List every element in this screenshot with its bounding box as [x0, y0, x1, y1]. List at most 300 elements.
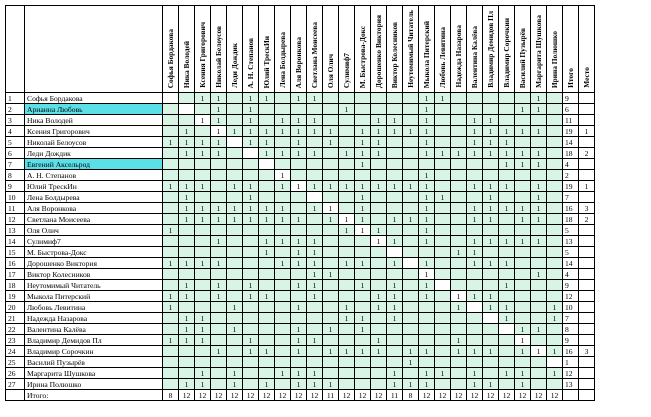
- vote-cell: 1: [355, 346, 371, 357]
- vote-cell: 1: [483, 126, 499, 137]
- vote-cell: 1: [419, 104, 435, 115]
- vote-cell: 1: [371, 225, 387, 236]
- vote-cell: [435, 269, 451, 280]
- vote-cell: 1: [259, 346, 275, 357]
- vote-cell: [339, 291, 355, 302]
- vote-cell: [243, 170, 259, 181]
- vote-cell: 1: [515, 346, 531, 357]
- vote-cell: 1: [195, 379, 211, 390]
- vote-cell: 1: [211, 258, 227, 269]
- vote-cell: [355, 357, 371, 368]
- vote-cell: [403, 225, 419, 236]
- row-participant-name: Леди Дождик: [25, 148, 163, 159]
- vote-cell: [435, 137, 451, 148]
- vote-cell: [483, 159, 499, 170]
- vote-cell: [307, 225, 323, 236]
- voting-table-container: [5, 5, 595, 401]
- vote-cell: 1: [163, 225, 179, 236]
- vote-cell: [259, 302, 275, 313]
- vote-cell: [451, 115, 467, 126]
- vote-cell: 1: [291, 93, 307, 104]
- vote-cell: [547, 214, 563, 225]
- vote-cell: [355, 335, 371, 346]
- vote-cell: [227, 280, 243, 291]
- vote-cell: 1: [323, 214, 339, 225]
- vote-cell: [387, 148, 403, 159]
- totals-row-number-blank: [6, 390, 25, 401]
- vote-cell: 1: [323, 324, 339, 335]
- column-total: 12: [307, 390, 323, 401]
- vote-cell: 1: [211, 236, 227, 247]
- vote-cell: [163, 104, 179, 115]
- vote-cell: [163, 159, 179, 170]
- column-header-label: Дорошенко Виктория: [374, 14, 383, 88]
- vote-cell: 1: [483, 203, 499, 214]
- vote-cell: [227, 313, 243, 324]
- row-place: [579, 357, 595, 368]
- vote-cell: [451, 126, 467, 137]
- table-row: [6, 93, 595, 104]
- vote-cell: 1: [531, 236, 547, 247]
- column-header: [451, 6, 467, 93]
- vote-cell: [531, 357, 547, 368]
- table-row: [6, 280, 595, 291]
- vote-cell: 1: [467, 346, 483, 357]
- column-header-label: Сулимиф7: [342, 52, 351, 88]
- vote-cell: 1: [227, 214, 243, 225]
- row-total: 10: [563, 302, 579, 313]
- vote-cell: 1: [243, 280, 259, 291]
- row-place: [579, 225, 595, 236]
- vote-cell: 1: [499, 137, 515, 148]
- vote-cell: 1: [339, 214, 355, 225]
- vote-cell: [179, 93, 195, 104]
- vote-cell: [547, 192, 563, 203]
- vote-cell: [211, 357, 227, 368]
- vote-cell: [259, 269, 275, 280]
- row-number: 6: [6, 148, 25, 159]
- column-total: 12: [547, 390, 563, 401]
- vote-cell: [227, 291, 243, 302]
- vote-cell: [339, 170, 355, 181]
- vote-cell: 1: [419, 214, 435, 225]
- column-total: 12: [227, 390, 243, 401]
- vote-cell: [371, 379, 387, 390]
- column-header: [227, 6, 243, 93]
- column-total: 12: [451, 390, 467, 401]
- vote-cell: [259, 225, 275, 236]
- vote-cell: [179, 302, 195, 313]
- vote-cell: [227, 148, 243, 159]
- vote-cell: [275, 159, 291, 170]
- vote-cell: [547, 170, 563, 181]
- column-header-label: Ксения Григорович: [198, 22, 207, 88]
- vote-cell: 1: [307, 115, 323, 126]
- column-total: 8: [163, 390, 179, 401]
- vote-cell: 1: [355, 148, 371, 159]
- vote-cell: [163, 126, 179, 137]
- vote-cell: [339, 115, 355, 126]
- vote-cell: 1: [211, 104, 227, 115]
- vote-cell: 1: [307, 368, 323, 379]
- vote-cell: 1: [467, 291, 483, 302]
- vote-cell: [547, 280, 563, 291]
- vote-cell: [483, 247, 499, 258]
- row-participant-name: Дорошенко Виктория: [25, 258, 163, 269]
- row-place: [579, 93, 595, 104]
- vote-cell: [515, 280, 531, 291]
- vote-cell: [355, 93, 371, 104]
- vote-cell: [339, 93, 355, 104]
- vote-cell: [163, 203, 179, 214]
- row-participant-name: Евгений Аксельрод: [25, 159, 163, 170]
- vote-cell: [163, 368, 179, 379]
- table-row: [6, 181, 595, 192]
- vote-cell: 1: [387, 313, 403, 324]
- vote-cell: [195, 192, 211, 203]
- vote-cell: [403, 324, 419, 335]
- vote-cell: [211, 170, 227, 181]
- vote-cell: 1: [227, 368, 243, 379]
- vote-cell: [163, 148, 179, 159]
- vote-cell: [291, 291, 307, 302]
- vote-cell: 1: [483, 214, 499, 225]
- vote-cell: [243, 258, 259, 269]
- vote-cell: [323, 104, 339, 115]
- row-place: [579, 302, 595, 313]
- vote-cell: [243, 148, 259, 159]
- vote-cell: [163, 93, 179, 104]
- vote-cell: [451, 269, 467, 280]
- vote-cell: 1: [403, 379, 419, 390]
- vote-cell: [467, 170, 483, 181]
- row-participant-name: Лена Болдырева: [25, 192, 163, 203]
- vote-cell: 1: [291, 126, 307, 137]
- vote-cell: 1: [179, 181, 195, 192]
- row-place: [579, 335, 595, 346]
- vote-cell: [547, 104, 563, 115]
- row-number: 24: [6, 346, 25, 357]
- row-place: [579, 247, 595, 258]
- vote-cell: [531, 291, 547, 302]
- row-place: [579, 137, 595, 148]
- vote-cell: 1: [531, 148, 547, 159]
- vote-cell: [195, 126, 211, 137]
- vote-cell: [451, 214, 467, 225]
- vote-cell: 1: [179, 280, 195, 291]
- vote-cell: 1: [483, 236, 499, 247]
- vote-cell: [243, 368, 259, 379]
- vote-cell: 1: [515, 214, 531, 225]
- vote-cell: [259, 313, 275, 324]
- vote-cell: [275, 104, 291, 115]
- vote-cell: [435, 258, 451, 269]
- vote-cell: [195, 302, 211, 313]
- column-header-label: Надежда Назарова: [454, 25, 463, 88]
- vote-cell: [195, 346, 211, 357]
- vote-cell: [243, 357, 259, 368]
- row-number: 2: [6, 104, 25, 115]
- vote-cell: [259, 280, 275, 291]
- vote-cell: [531, 280, 547, 291]
- vote-cell: [467, 269, 483, 280]
- vote-cell: 1: [515, 335, 531, 346]
- vote-cell: 1: [291, 214, 307, 225]
- table-row: [6, 192, 595, 203]
- vote-cell: 1: [387, 126, 403, 137]
- row-number: 4: [6, 126, 25, 137]
- vote-cell: [419, 159, 435, 170]
- vote-cell: 1: [227, 126, 243, 137]
- table-row: [6, 313, 595, 324]
- vote-cell: 1: [243, 126, 259, 137]
- vote-cell: [275, 379, 291, 390]
- vote-cell: [355, 104, 371, 115]
- vote-cell: 1: [355, 324, 371, 335]
- vote-cell: 1: [483, 115, 499, 126]
- row-total: 5: [563, 225, 579, 236]
- vote-cell: [339, 379, 355, 390]
- vote-cell: [339, 357, 355, 368]
- column-header: [195, 6, 211, 93]
- vote-cell: [467, 93, 483, 104]
- vote-cell: 1: [211, 148, 227, 159]
- vote-cell: [371, 313, 387, 324]
- vote-cell: 1: [323, 137, 339, 148]
- vote-cell: 1: [419, 137, 435, 148]
- column-header-label: Владимир Демидов Пл: [486, 11, 495, 88]
- vote-cell: [499, 170, 515, 181]
- column-header: [259, 6, 275, 93]
- vote-cell: [179, 269, 195, 280]
- row-number: 7: [6, 159, 25, 170]
- row-number: 22: [6, 324, 25, 335]
- vote-cell: 1: [163, 302, 179, 313]
- vote-cell: 1: [515, 148, 531, 159]
- vote-cell: [451, 181, 467, 192]
- vote-cell: [531, 313, 547, 324]
- vote-cell: [195, 269, 211, 280]
- vote-cell: [163, 269, 179, 280]
- vote-cell: [403, 247, 419, 258]
- vote-cell: [179, 236, 195, 247]
- voting-table: [5, 5, 595, 401]
- vote-cell: 1: [531, 214, 547, 225]
- vote-cell: [435, 104, 451, 115]
- vote-cell: [547, 357, 563, 368]
- vote-cell: [467, 335, 483, 346]
- vote-cell: [179, 247, 195, 258]
- row-number: 10: [6, 192, 25, 203]
- vote-cell: [355, 291, 371, 302]
- vote-cell: 1: [483, 291, 499, 302]
- column-header-label: Василий Пузырёв: [518, 27, 527, 88]
- vote-cell: [483, 93, 499, 104]
- vote-cell: 1: [291, 115, 307, 126]
- vote-cell: [387, 137, 403, 148]
- vote-cell: [499, 346, 515, 357]
- header-name-blank: [25, 6, 163, 93]
- vote-cell: 1: [275, 181, 291, 192]
- table-row: [6, 148, 595, 159]
- vote-cell: 1: [419, 192, 435, 203]
- row-number: 15: [6, 247, 25, 258]
- vote-cell: [435, 247, 451, 258]
- vote-cell: [451, 137, 467, 148]
- vote-cell: [467, 159, 483, 170]
- total-column-header: [563, 6, 579, 93]
- vote-cell: 1: [339, 148, 355, 159]
- vote-cell: 1: [259, 137, 275, 148]
- vote-cell: [515, 192, 531, 203]
- row-total: 18: [563, 214, 579, 225]
- table-row: [6, 126, 595, 137]
- vote-cell: [499, 247, 515, 258]
- column-header-label: Николай Белоусов: [214, 26, 223, 88]
- vote-cell: 1: [531, 324, 547, 335]
- vote-cell: 1: [307, 269, 323, 280]
- column-header: [419, 6, 435, 93]
- vote-cell: 1: [227, 181, 243, 192]
- table-row: [6, 104, 595, 115]
- column-header-label: Любовь Левитина: [438, 27, 447, 88]
- row-place: [579, 313, 595, 324]
- vote-cell: 1: [339, 258, 355, 269]
- vote-cell: [323, 335, 339, 346]
- vote-cell: [387, 269, 403, 280]
- column-header: [291, 6, 307, 93]
- vote-cell: [547, 291, 563, 302]
- row-number: 18: [6, 280, 25, 291]
- vote-cell: [339, 335, 355, 346]
- vote-cell: [371, 214, 387, 225]
- vote-cell: 1: [403, 126, 419, 137]
- vote-cell: [291, 269, 307, 280]
- row-place: [579, 280, 595, 291]
- vote-cell: 1: [451, 335, 467, 346]
- vote-cell: [387, 247, 403, 258]
- column-header: [483, 6, 499, 93]
- vote-cell: 1: [467, 236, 483, 247]
- row-total: 8: [563, 324, 579, 335]
- vote-cell: [339, 247, 355, 258]
- vote-cell: 1: [387, 258, 403, 269]
- vote-cell: [467, 104, 483, 115]
- row-total: 7: [563, 313, 579, 324]
- vote-cell: 1: [499, 313, 515, 324]
- column-header: [163, 6, 179, 93]
- vote-cell: [275, 357, 291, 368]
- vote-cell: [387, 335, 403, 346]
- vote-cell: 1: [419, 258, 435, 269]
- row-total: 14: [563, 137, 579, 148]
- vote-cell: 1: [515, 379, 531, 390]
- row-participant-name: Ирина Полюшко: [25, 379, 163, 390]
- vote-cell: 1: [371, 148, 387, 159]
- vote-cell: 1: [259, 236, 275, 247]
- vote-cell: [499, 269, 515, 280]
- vote-cell: 1: [419, 280, 435, 291]
- vote-cell: 1: [371, 302, 387, 313]
- vote-cell: 1: [531, 346, 547, 357]
- column-header-label: М. Быстрова-Докс: [358, 25, 367, 88]
- vote-cell: [483, 269, 499, 280]
- vote-cell: [467, 225, 483, 236]
- vote-cell: [275, 247, 291, 258]
- vote-cell: [387, 346, 403, 357]
- vote-cell: [419, 313, 435, 324]
- vote-cell: [355, 368, 371, 379]
- vote-cell: [483, 313, 499, 324]
- vote-cell: 1: [291, 137, 307, 148]
- vote-cell: [515, 258, 531, 269]
- table-row: [6, 115, 595, 126]
- vote-cell: [435, 170, 451, 181]
- vote-cell: [243, 302, 259, 313]
- vote-cell: [163, 313, 179, 324]
- vote-cell: [483, 368, 499, 379]
- column-header-label: Ирина Полюшко: [550, 30, 559, 88]
- vote-cell: [323, 148, 339, 159]
- column-header-label: Юлий ТрескИн: [262, 35, 271, 88]
- row-number: 16: [6, 258, 25, 269]
- vote-cell: [179, 368, 195, 379]
- column-total: 12: [419, 390, 435, 401]
- vote-cell: [179, 104, 195, 115]
- vote-cell: 1: [291, 379, 307, 390]
- column-header: [515, 6, 531, 93]
- vote-cell: [195, 236, 211, 247]
- vote-cell: 1: [531, 192, 547, 203]
- vote-cell: 1: [195, 368, 211, 379]
- row-place: [579, 115, 595, 126]
- vote-cell: [435, 280, 451, 291]
- row-total: 19: [563, 181, 579, 192]
- vote-cell: [195, 225, 211, 236]
- vote-cell: 1: [467, 379, 483, 390]
- vote-cell: 1: [467, 137, 483, 148]
- row-place: [579, 258, 595, 269]
- vote-cell: 1: [195, 313, 211, 324]
- vote-cell: 1: [483, 258, 499, 269]
- vote-cell: [547, 236, 563, 247]
- vote-cell: [227, 115, 243, 126]
- vote-cell: 1: [339, 181, 355, 192]
- vote-cell: [339, 269, 355, 280]
- vote-cell: [531, 225, 547, 236]
- column-total: 12: [243, 390, 259, 401]
- vote-cell: 1: [243, 137, 259, 148]
- vote-cell: [435, 357, 451, 368]
- vote-cell: [403, 159, 419, 170]
- vote-cell: [403, 368, 419, 379]
- vote-cell: [259, 115, 275, 126]
- column-header-label: Владимир Сорочкин: [502, 18, 511, 88]
- vote-cell: [323, 192, 339, 203]
- vote-cell: [531, 379, 547, 390]
- vote-cell: [195, 247, 211, 258]
- vote-cell: 1: [243, 203, 259, 214]
- vote-cell: [387, 225, 403, 236]
- vote-cell: [419, 247, 435, 258]
- vote-cell: 1: [227, 302, 243, 313]
- row-participant-name: Виктор Колесников: [25, 269, 163, 280]
- vote-cell: [371, 104, 387, 115]
- vote-cell: [195, 159, 211, 170]
- vote-cell: [435, 379, 451, 390]
- vote-cell: 1: [371, 236, 387, 247]
- vote-cell: [163, 324, 179, 335]
